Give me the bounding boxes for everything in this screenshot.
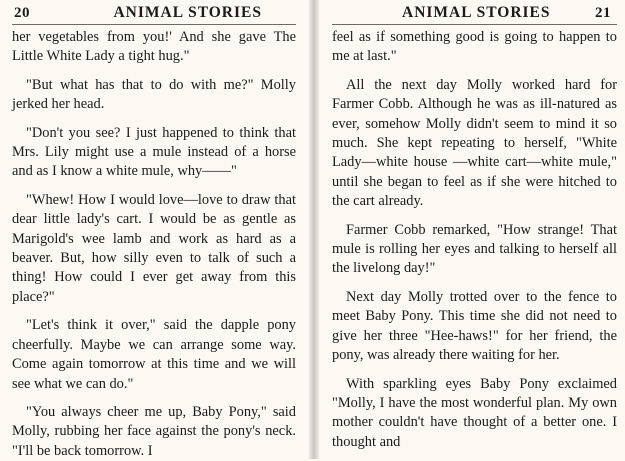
right-paragraph: All the next day Molly worked hard for Farmer Cobb. Although he was as ill-natured as ever, somehow Molly didn't seem to mind it so much. She kept repeating to herself, "White Lady—white house —white cart—white mule," until she began to feel as if she were hitched to the cart already. <box>332 76 617 210</box>
right-paragraph: Next day Molly trotted over to the fence to meet Baby Pony. This time she did not need to give her three "Hee-haws!" for her friend, the pony, was already there waiting for her. <box>332 288 617 364</box>
left-paragraph: "But what has that to do with me?" Molly jerked her head. <box>12 76 296 113</box>
left-paragraph: "You always cheer me up, Baby Pony," said Molly, rubbing her face against the pony's neck. "I'll be back tomorrow. I <box>12 403 296 459</box>
right-page-number: 21 <box>595 5 611 21</box>
left-page-number: 20 <box>14 5 30 21</box>
left-paragraph: "Don't you see? I just happened to think that Mrs. Lily might use a mule instead of a horse and as I know a white mule, why——" <box>12 124 296 180</box>
right-page <box>318 0 625 459</box>
left-paragraph: her vegetables from you!' And she gave The Little White Lady a tight hug." <box>12 29 296 65</box>
right-page-header <box>332 0 617 25</box>
right-paragraph: Farmer Cobb remarked, "How strange! That mule is rolling her eyes and talking to herself all the livelong day!" <box>332 221 617 277</box>
right-running-head: ANIMAL STORIES <box>402 4 551 21</box>
left-paragraph: "Whew! How I would love—love to draw that dear little lady's cart. I would be as gentle as Marigold's wee lamb and work as hard as a beaver. But, how silly even to talk of such a thing! How could I ever get away from this place?" <box>12 191 296 305</box>
left-page-header <box>12 0 296 25</box>
left-paragraph: "Let's think it over," said the dapple pony cheerfully. Maybe we can arrange some way. Come again tomorrow at this time and we will see what we can do." <box>12 317 296 392</box>
right-paragraph: With sparkling eyes Baby Pony exclaimed "Molly, I have the most wonderful plan. My own mother couldn't have thought of a better one. I thought and <box>332 375 617 450</box>
left-page <box>0 0 310 459</box>
right-paragraph: feel as if something good is going to happen to me at last." <box>332 29 617 65</box>
left-running-head: ANIMAL STORIES <box>113 4 262 21</box>
